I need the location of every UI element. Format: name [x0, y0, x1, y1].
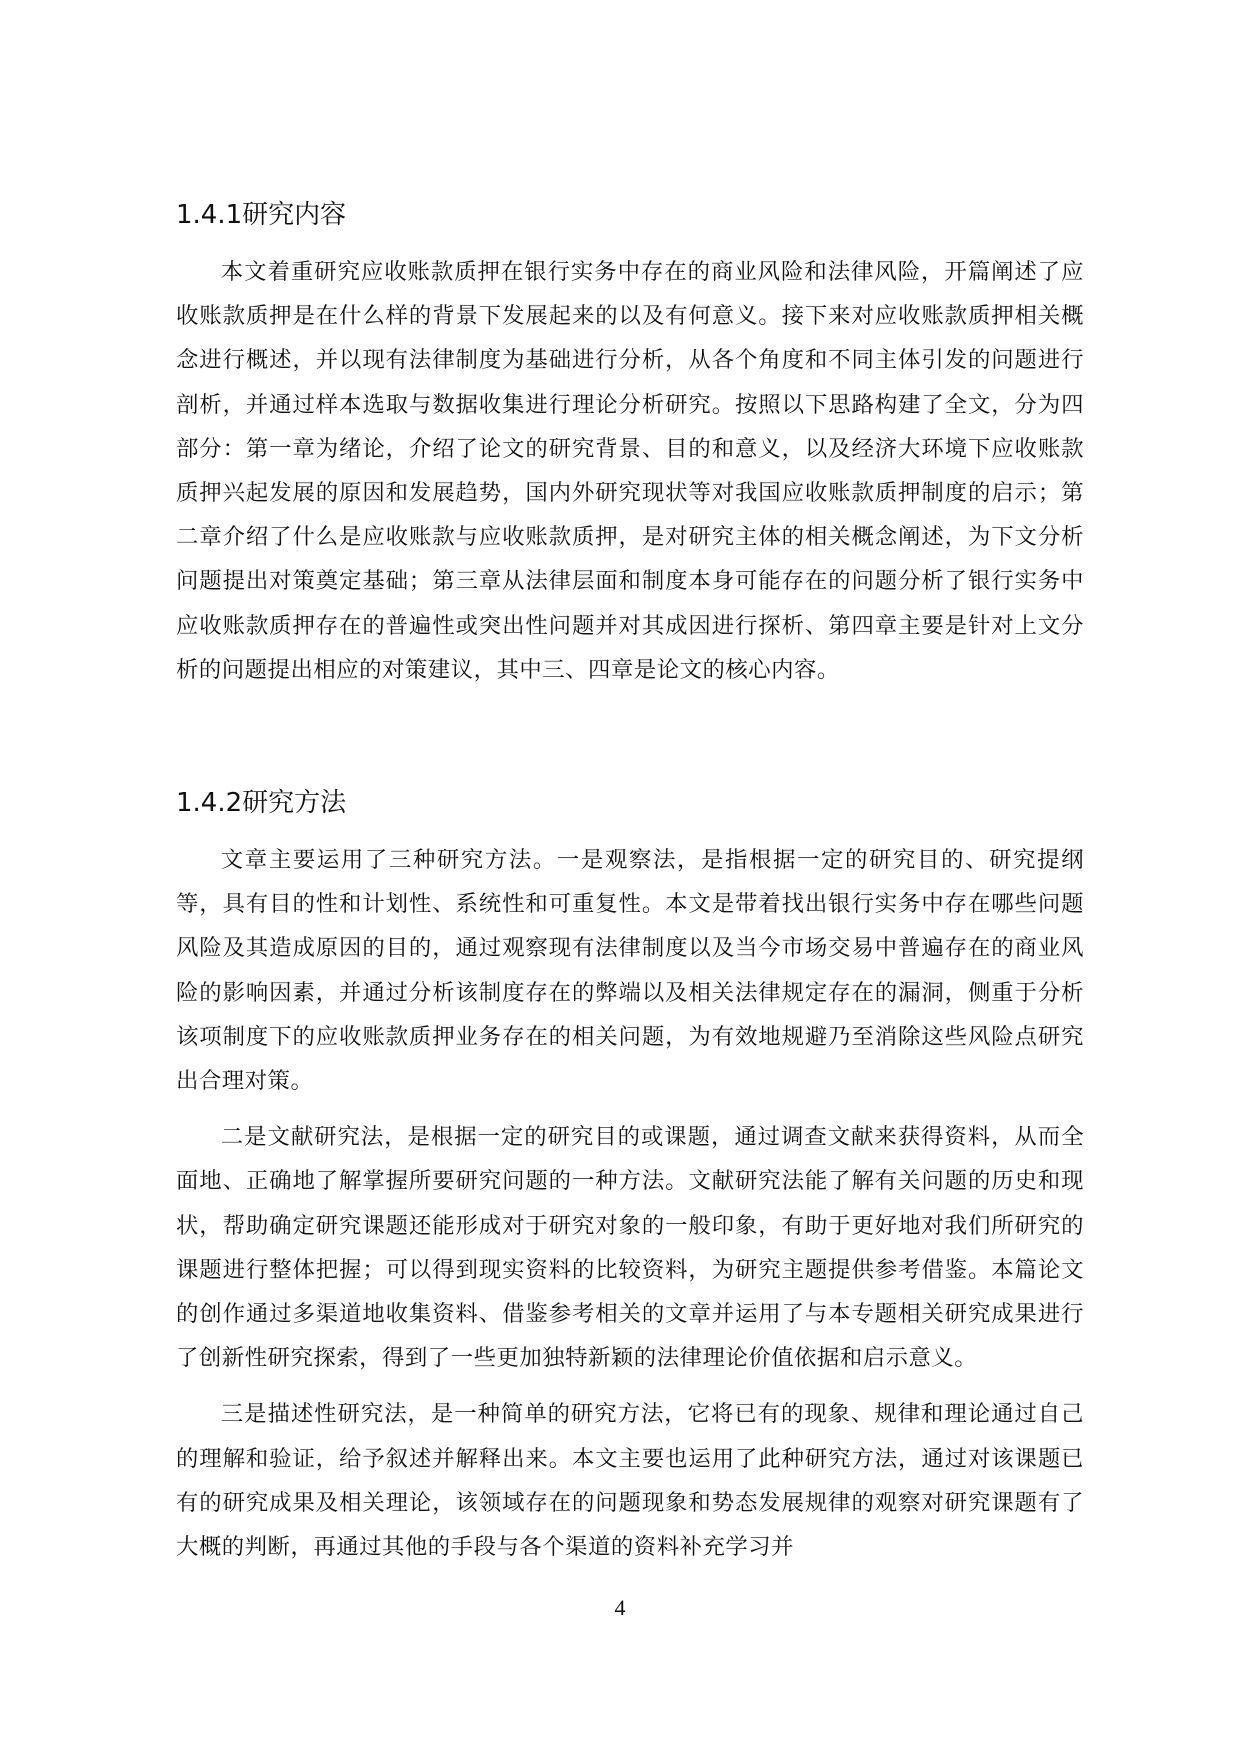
body-paragraph: 本文着重研究应收账款质押在银行实务中存在的商业风险和法律风险，开篇阐述了应收账款质押是在什么样的背景下发展起来的以及有何意义。接下来对应收账款质押相关概念进行概述，并以现有法律制度为基础进行分析，从各个角度和不同主体引发的问题进行剖析，并通过样本选取与数据收集进行理论分析研究。按照以下思路构建了全文，分为四部分：第一章为绪论，介绍了论文的研究背景、目的和意义，以及经济大环境下应收账款质押兴起发展的原因和发展趋势，国内外研究现状等对我国应收账款质押制度的启示；第二章介绍了什么是应收账款与应收账款质押，是对研究主体的相关概念阐述，为下文分析问题提出对策奠定基础；第三章从法律层面和制度本身可能存在的问题分析了银行实务中应收账款质押存在的普遍性或突出性问题并对其成因进行探析、第四章主要是针对上文分析的问题提出相应的对策建议，其中三、四章是论文的核心内容。: [176, 259, 1084, 683]
page-number: 4: [614, 1595, 626, 1620]
section-spacer: [176, 704, 1084, 780]
section-heading-research-content: 1.4.1研究内容: [176, 200, 347, 230]
section-heading-research-methods: 1.4.2研究方法: [176, 788, 347, 819]
page-content: [176, 192, 1084, 1581]
body-paragraph: 三是描述性研究法，是一种简单的研究方法，它将已有的现象、规律和理论通过自己的理解和验证，给予叙述并解释出来。本文主要也运用了此种研究方法，通过对该课题已有的研究成果及相关理论，该领域存在的问题现象和势态发展规律的观察对研究课题有了大概的判断，再通过其他的手段与各个渠道的资料补充学习并: [176, 1401, 1084, 1561]
body-paragraph: 二是文献研究法，是根据一定的研究目的或课题，通过调查文献来获得资料，从而全面地、正确地了解掌握所要研究问题的一种方法。文献研究法能了解有关问题的历史和现状，帮助确定研究课题还能形成对于研究对象的一般印象，有助于更好地对我们所研究的课题进行整体把握；可以得到现实资料的比较资料，为研究主题提供参考借鉴。本篇论文的创作通过多渠道地收集资料、借鉴参考相关的文章并运用了与本专题相关研究成果进行了创新性研究探索，得到了一些更加独特新颖的法律理论价值依据和启示意义。: [176, 1124, 1084, 1372]
body-paragraph: 文章主要运用了三种研究方法。一是观察法，是指根据一定的研究目的、研究提纲等，具有目的性和计划性、系统性和可重复性。本文是带着找出银行实务中存在哪些问题风险及其造成原因的目的，通过观察现有法律制度以及当今市场交易中普遍存在的商业风险的影响因素，并通过分析该制度存在的弊端以及相关法律规定存在的漏洞，侧重于分析该项制度下的应收账款质押业务存在的相关问题，为有效地规避乃至消除这些风险点研究出合理对策。: [176, 847, 1084, 1095]
